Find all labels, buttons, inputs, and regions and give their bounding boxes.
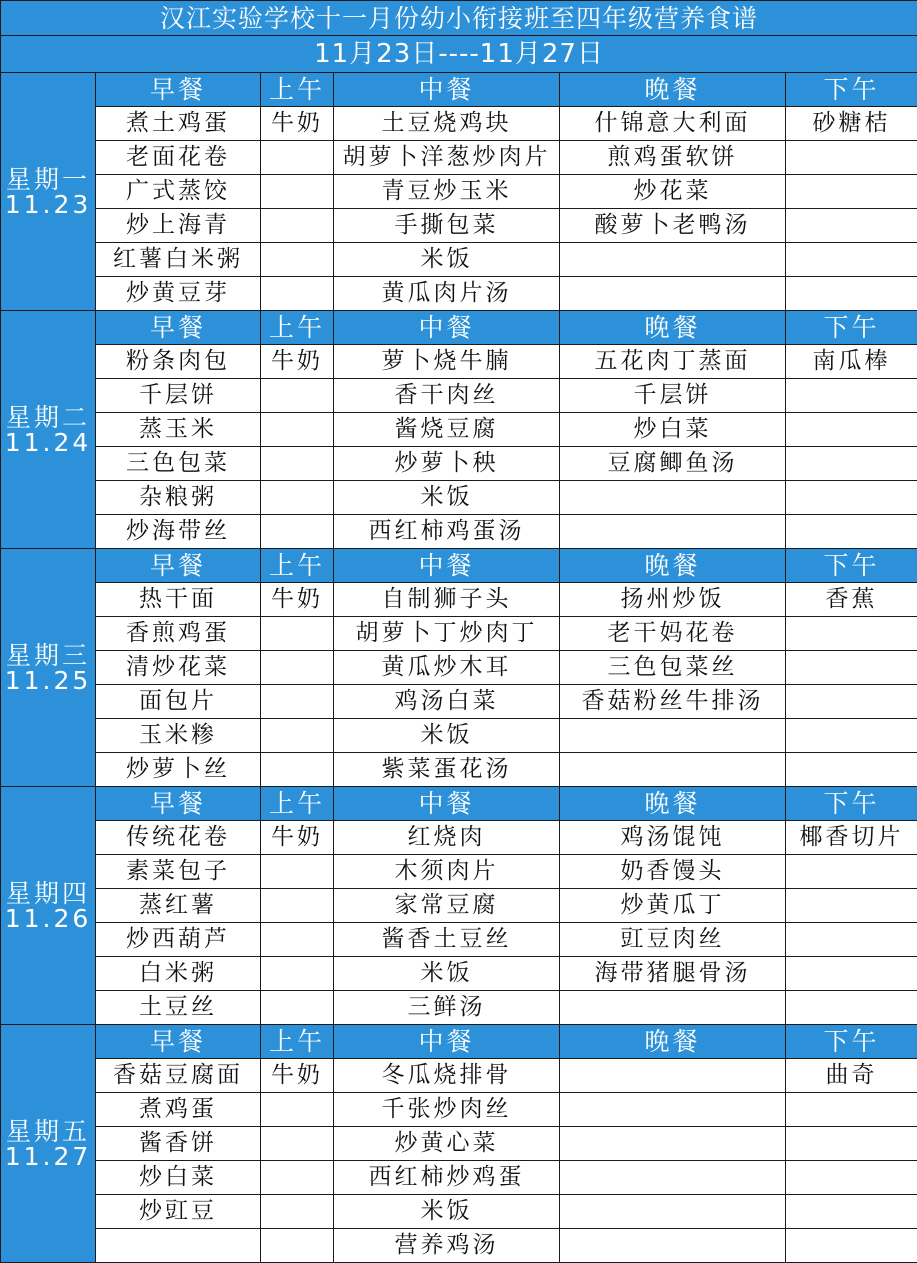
dinner-item: 千层饼 xyxy=(560,379,786,413)
day-name: 星期一 xyxy=(5,164,90,194)
morning-item xyxy=(261,413,334,447)
breakfast-item: 香煎鸡蛋 xyxy=(96,617,261,651)
meal-header-row xyxy=(1,73,917,107)
menu-row xyxy=(1,1059,917,1093)
breakfast-item: 面包片 xyxy=(96,685,261,719)
menu-row xyxy=(1,277,917,311)
dinner-item xyxy=(560,1229,786,1263)
dinner-item xyxy=(560,1093,786,1127)
header-lunch: 中餐 xyxy=(334,73,560,107)
menu-row xyxy=(1,515,917,549)
menu-row xyxy=(1,345,917,379)
lunch-item: 黄瓜肉片汤 xyxy=(334,277,560,311)
afternoon-item xyxy=(786,141,917,175)
lunch-item: 米饭 xyxy=(334,243,560,277)
header-dinner: 晚餐 xyxy=(560,311,786,345)
breakfast-item: 千层饼 xyxy=(96,379,261,413)
meal-header-row xyxy=(1,311,917,345)
afternoon-item xyxy=(786,1161,917,1195)
morning-item xyxy=(261,923,334,957)
menu-row xyxy=(1,923,917,957)
lunch-item: 红烧肉 xyxy=(334,821,560,855)
dinner-item: 香菇粉丝牛排汤 xyxy=(560,685,786,719)
menu-row xyxy=(1,753,917,787)
lunch-item: 米饭 xyxy=(334,719,560,753)
morning-item xyxy=(261,719,334,753)
header-lunch: 中餐 xyxy=(334,787,560,821)
dinner-item: 五花肉丁蒸面 xyxy=(560,345,786,379)
dinner-item: 扬州炒饭 xyxy=(560,583,786,617)
menu-row xyxy=(1,1127,917,1161)
lunch-item: 千张炒肉丝 xyxy=(334,1093,560,1127)
morning-item: 牛奶 xyxy=(261,583,334,617)
lunch-item: 米饭 xyxy=(334,1195,560,1229)
breakfast-item: 酱香饼 xyxy=(96,1127,261,1161)
header-dinner: 晚餐 xyxy=(560,549,786,583)
header-breakfast: 早餐 xyxy=(96,787,261,821)
header-lunch: 中餐 xyxy=(334,549,560,583)
morning-item xyxy=(261,379,334,413)
menu-row xyxy=(1,957,917,991)
afternoon-item xyxy=(786,515,917,549)
day-date: 11.27 xyxy=(4,1141,92,1171)
morning-item xyxy=(261,685,334,719)
dinner-item xyxy=(560,243,786,277)
afternoon-item xyxy=(786,413,917,447)
header-dinner: 晚餐 xyxy=(560,73,786,107)
morning-item xyxy=(261,957,334,991)
header-afternoon: 下午 xyxy=(786,1025,917,1059)
morning-item xyxy=(261,1127,334,1161)
afternoon-item: 椰香切片 xyxy=(786,821,917,855)
menu-row xyxy=(1,447,917,481)
day-name: 星期二 xyxy=(5,402,90,432)
header-dinner: 晚餐 xyxy=(560,787,786,821)
afternoon-item xyxy=(786,277,917,311)
breakfast-item: 玉米糁 xyxy=(96,719,261,753)
dinner-item: 豆腐鲫鱼汤 xyxy=(560,447,786,481)
dinner-item xyxy=(560,1059,786,1093)
afternoon-item xyxy=(786,243,917,277)
day-label xyxy=(1,73,96,311)
header-dinner: 晚餐 xyxy=(560,1025,786,1059)
breakfast-item: 土豆丝 xyxy=(96,991,261,1025)
morning-item xyxy=(261,209,334,243)
afternoon-item xyxy=(786,991,917,1025)
menu-row xyxy=(1,855,917,889)
lunch-item: 木须肉片 xyxy=(334,855,560,889)
breakfast-item: 白米粥 xyxy=(96,957,261,991)
header-breakfast: 早餐 xyxy=(96,549,261,583)
lunch-item: 炒黄心菜 xyxy=(334,1127,560,1161)
breakfast-item: 炒西葫芦 xyxy=(96,923,261,957)
morning-item xyxy=(261,1195,334,1229)
afternoon-item: 曲奇 xyxy=(786,1059,917,1093)
breakfast-item: 炒黄豆芽 xyxy=(96,277,261,311)
afternoon-item: 砂糖桔 xyxy=(786,107,917,141)
breakfast-item: 煮鸡蛋 xyxy=(96,1093,261,1127)
afternoon-item xyxy=(786,889,917,923)
afternoon-item xyxy=(786,1229,917,1263)
header-lunch: 中餐 xyxy=(334,1025,560,1059)
header-morning: 上午 xyxy=(261,549,334,583)
menu-row xyxy=(1,1195,917,1229)
lunch-item: 营养鸡汤 xyxy=(334,1229,560,1263)
meal-header-row xyxy=(1,787,917,821)
morning-item xyxy=(261,277,334,311)
lunch-item: 青豆炒玉米 xyxy=(334,175,560,209)
breakfast-item: 杂粮粥 xyxy=(96,481,261,515)
header-morning: 上午 xyxy=(261,311,334,345)
breakfast-item: 炒上海青 xyxy=(96,209,261,243)
day-label xyxy=(1,311,96,549)
breakfast-item: 蒸玉米 xyxy=(96,413,261,447)
page-title: 汉江实验学校十一月份幼小衔接班至四年级营养食谱 xyxy=(1,1,917,36)
menu-row xyxy=(1,821,917,855)
menu-row xyxy=(1,1161,917,1195)
header-afternoon: 下午 xyxy=(786,311,917,345)
meal-header-row xyxy=(1,1025,917,1059)
afternoon-item xyxy=(786,447,917,481)
day-date: 11.25 xyxy=(4,665,92,695)
dinner-item xyxy=(560,515,786,549)
header-breakfast: 早餐 xyxy=(96,311,261,345)
lunch-item: 手撕包菜 xyxy=(334,209,560,243)
afternoon-item xyxy=(786,1093,917,1127)
breakfast-item: 炒萝卜丝 xyxy=(96,753,261,787)
morning-item xyxy=(261,753,334,787)
afternoon-item xyxy=(786,175,917,209)
morning-item xyxy=(261,175,334,209)
dinner-item: 豇豆肉丝 xyxy=(560,923,786,957)
breakfast-item: 老面花卷 xyxy=(96,141,261,175)
morning-item xyxy=(261,481,334,515)
afternoon-item xyxy=(786,923,917,957)
header-morning: 上午 xyxy=(261,73,334,107)
breakfast-item: 热干面 xyxy=(96,583,261,617)
lunch-item: 萝卜烧牛腩 xyxy=(334,345,560,379)
breakfast-item: 清炒花菜 xyxy=(96,651,261,685)
breakfast-item: 红薯白米粥 xyxy=(96,243,261,277)
dinner-item xyxy=(560,1127,786,1161)
lunch-item: 三鲜汤 xyxy=(334,991,560,1025)
afternoon-item xyxy=(786,379,917,413)
breakfast-item: 炒海带丝 xyxy=(96,515,261,549)
afternoon-item xyxy=(786,209,917,243)
afternoon-item: 南瓜棒 xyxy=(786,345,917,379)
dinner-item xyxy=(560,1195,786,1229)
dinner-item: 炒黄瓜丁 xyxy=(560,889,786,923)
lunch-item: 香干肉丝 xyxy=(334,379,560,413)
lunch-item: 米饭 xyxy=(334,481,560,515)
lunch-item: 西红柿鸡蛋汤 xyxy=(334,515,560,549)
header-breakfast: 早餐 xyxy=(96,1025,261,1059)
menu-row xyxy=(1,141,917,175)
dinner-item xyxy=(560,719,786,753)
morning-item: 牛奶 xyxy=(261,345,334,379)
breakfast-item: 煮土鸡蛋 xyxy=(96,107,261,141)
lunch-item: 胡萝卜丁炒肉丁 xyxy=(334,617,560,651)
afternoon-item xyxy=(786,617,917,651)
morning-item xyxy=(261,243,334,277)
morning-item xyxy=(261,515,334,549)
afternoon-item xyxy=(786,719,917,753)
afternoon-item xyxy=(786,1127,917,1161)
day-label xyxy=(1,1025,96,1263)
afternoon-item xyxy=(786,855,917,889)
morning-item xyxy=(261,889,334,923)
menu-row xyxy=(1,481,917,515)
menu-row xyxy=(1,175,917,209)
afternoon-item xyxy=(786,957,917,991)
lunch-item: 西红柿炒鸡蛋 xyxy=(334,1161,560,1195)
menu-row xyxy=(1,107,917,141)
dinner-item xyxy=(560,991,786,1025)
header-lunch: 中餐 xyxy=(334,311,560,345)
menu-row xyxy=(1,685,917,719)
afternoon-item: 香蕉 xyxy=(786,583,917,617)
dinner-item: 什锦意大利面 xyxy=(560,107,786,141)
header-afternoon: 下午 xyxy=(786,787,917,821)
menu-row xyxy=(1,413,917,447)
dinner-item: 炒花菜 xyxy=(560,175,786,209)
meal-header-row xyxy=(1,549,917,583)
menu-row xyxy=(1,1229,917,1263)
day-name: 星期三 xyxy=(5,640,90,670)
menu-row xyxy=(1,583,917,617)
afternoon-item xyxy=(786,481,917,515)
dinner-item xyxy=(560,277,786,311)
day-date: 11.26 xyxy=(4,903,92,933)
dinner-item: 鸡汤馄饨 xyxy=(560,821,786,855)
lunch-item: 酱香土豆丝 xyxy=(334,923,560,957)
morning-item xyxy=(261,991,334,1025)
breakfast-item: 炒豇豆 xyxy=(96,1195,261,1229)
menu-row xyxy=(1,379,917,413)
day-name: 星期五 xyxy=(5,1116,90,1146)
lunch-item: 土豆烧鸡块 xyxy=(334,107,560,141)
menu-row xyxy=(1,991,917,1025)
menu-row xyxy=(1,719,917,753)
menu-row xyxy=(1,651,917,685)
day-name: 星期四 xyxy=(5,878,90,908)
header-breakfast: 早餐 xyxy=(96,73,261,107)
breakfast-item: 蒸红薯 xyxy=(96,889,261,923)
lunch-item: 胡萝卜洋葱炒肉片 xyxy=(334,141,560,175)
morning-item xyxy=(261,1229,334,1263)
dinner-item: 酸萝卜老鸭汤 xyxy=(560,209,786,243)
morning-item xyxy=(261,447,334,481)
lunch-item: 黄瓜炒木耳 xyxy=(334,651,560,685)
menu-row xyxy=(1,889,917,923)
morning-item xyxy=(261,855,334,889)
morning-item xyxy=(261,651,334,685)
day-label xyxy=(1,549,96,787)
lunch-item: 鸡汤白菜 xyxy=(334,685,560,719)
header-afternoon: 下午 xyxy=(786,549,917,583)
morning-item xyxy=(261,617,334,651)
morning-item: 牛奶 xyxy=(261,821,334,855)
lunch-item: 自制狮子头 xyxy=(334,583,560,617)
breakfast-item xyxy=(96,1229,261,1263)
day-date: 11.24 xyxy=(4,427,92,457)
menu-row xyxy=(1,1093,917,1127)
morning-item xyxy=(261,1093,334,1127)
day-label xyxy=(1,787,96,1025)
afternoon-item xyxy=(786,753,917,787)
breakfast-item: 广式蒸饺 xyxy=(96,175,261,209)
lunch-item: 冬瓜烧排骨 xyxy=(334,1059,560,1093)
dinner-item: 海带猪腿骨汤 xyxy=(560,957,786,991)
lunch-item: 米饭 xyxy=(334,957,560,991)
dinner-item xyxy=(560,753,786,787)
header-morning: 上午 xyxy=(261,787,334,821)
lunch-item: 炒萝卜秧 xyxy=(334,447,560,481)
menu-row xyxy=(1,209,917,243)
lunch-item: 紫菜蛋花汤 xyxy=(334,753,560,787)
morning-item xyxy=(261,141,334,175)
breakfast-item: 传统花卷 xyxy=(96,821,261,855)
breakfast-item: 素菜包子 xyxy=(96,855,261,889)
afternoon-item xyxy=(786,685,917,719)
dinner-item: 老干妈花卷 xyxy=(560,617,786,651)
menu-row xyxy=(1,243,917,277)
lunch-item: 家常豆腐 xyxy=(334,889,560,923)
header-afternoon: 下午 xyxy=(786,73,917,107)
breakfast-item: 粉条肉包 xyxy=(96,345,261,379)
dinner-item: 炒白菜 xyxy=(560,413,786,447)
morning-item: 牛奶 xyxy=(261,1059,334,1093)
breakfast-item: 香菇豆腐面 xyxy=(96,1059,261,1093)
morning-item: 牛奶 xyxy=(261,107,334,141)
afternoon-item xyxy=(786,1195,917,1229)
dinner-item xyxy=(560,481,786,515)
date-range: 11月23日----11月27日 xyxy=(1,36,917,73)
breakfast-item: 三色包菜 xyxy=(96,447,261,481)
lunch-item: 酱烧豆腐 xyxy=(334,413,560,447)
day-date: 11.23 xyxy=(4,189,92,219)
afternoon-item xyxy=(786,651,917,685)
dinner-item xyxy=(560,1161,786,1195)
dinner-item: 煎鸡蛋软饼 xyxy=(560,141,786,175)
header-morning: 上午 xyxy=(261,1025,334,1059)
breakfast-item: 炒白菜 xyxy=(96,1161,261,1195)
dinner-item: 三色包菜丝 xyxy=(560,651,786,685)
menu-row xyxy=(1,617,917,651)
morning-item xyxy=(261,1161,334,1195)
dinner-item: 奶香馒头 xyxy=(560,855,786,889)
